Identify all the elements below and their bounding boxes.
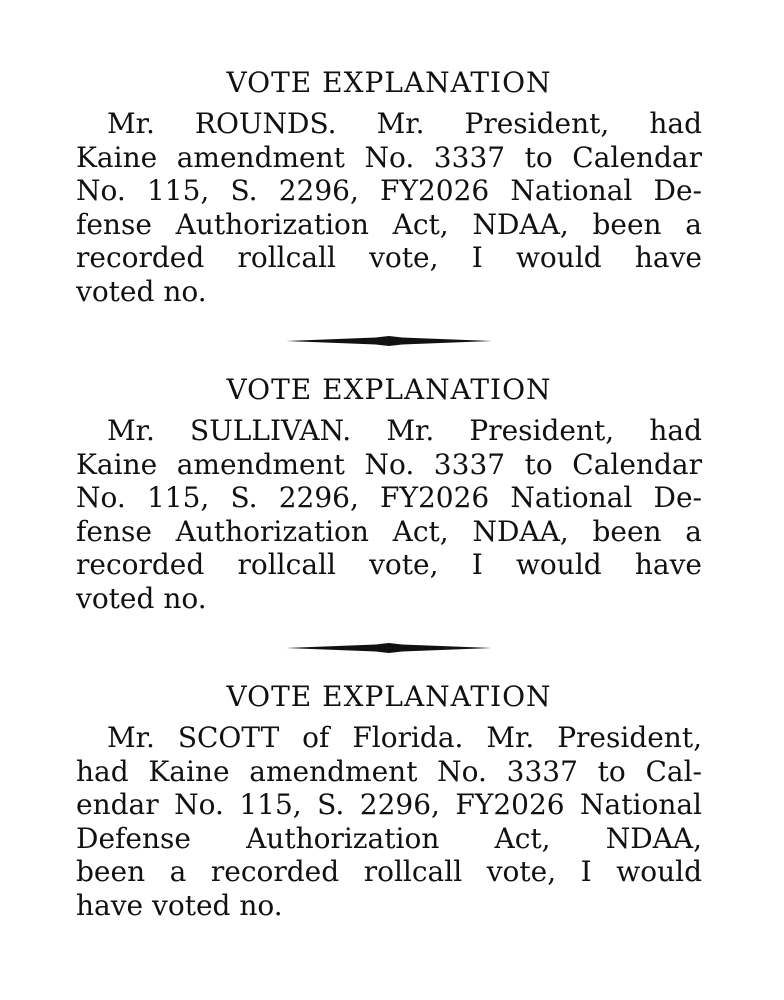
paragraph-line: recorded rollcall vote, I would have: [76, 548, 702, 582]
section-divider: [76, 332, 702, 350]
divider-rule-icon: [286, 643, 492, 653]
paragraph-line: voted no.: [76, 274, 207, 308]
paragraph-line: Kaine amendment No. 3337 to Calendar: [76, 447, 702, 481]
paragraph-line: recorded rollcall vote, I would have: [76, 241, 702, 275]
paragraph-line: Kaine amendment No. 3337 to Calendar: [76, 140, 702, 174]
section-paragraph: [76, 414, 702, 616]
section-paragraph: [76, 721, 702, 923]
section-title: VOTE EXPLANATION: [226, 680, 552, 713]
section-title: VOTE EXPLANATION: [226, 373, 552, 406]
paragraph-line: Mr. SULLIVAN. Mr. President, had: [107, 414, 702, 447]
vote-explanation-rounds: [76, 66, 702, 309]
paragraph-line: had Kaine amendment No. 3337 to Cal-: [76, 754, 702, 788]
paragraph-line: No. 115, S. 2296, FY2026 National De-: [76, 174, 702, 208]
paragraph-line: Mr. ROUNDS. Mr. President, had: [107, 107, 702, 140]
section-divider: [76, 639, 702, 657]
paragraph-line: Mr. SCOTT of Florida. Mr. President,: [107, 721, 702, 754]
vote-explanation-sullivan: [76, 373, 702, 616]
paragraph-line: been a recorded rollcall vote, I would: [76, 855, 702, 889]
vote-explanation-scott: [76, 680, 702, 923]
paragraph-line: endar No. 115, S. 2296, FY2026 National: [76, 788, 702, 822]
section-paragraph: [76, 107, 702, 309]
paragraph-line: Defense Authorization Act, NDAA,: [76, 821, 702, 855]
section-title: VOTE EXPLANATION: [226, 66, 552, 99]
divider-rule-icon: [286, 336, 492, 346]
paragraph-line: No. 115, S. 2296, FY2026 National De-: [76, 481, 702, 515]
paragraph-line: fense Authorization Act, NDAA, been a: [76, 207, 702, 241]
paragraph-line: fense Authorization Act, NDAA, been a: [76, 514, 702, 548]
paragraph-line: voted no.: [76, 581, 207, 615]
paragraph-line: have voted no.: [76, 888, 283, 922]
